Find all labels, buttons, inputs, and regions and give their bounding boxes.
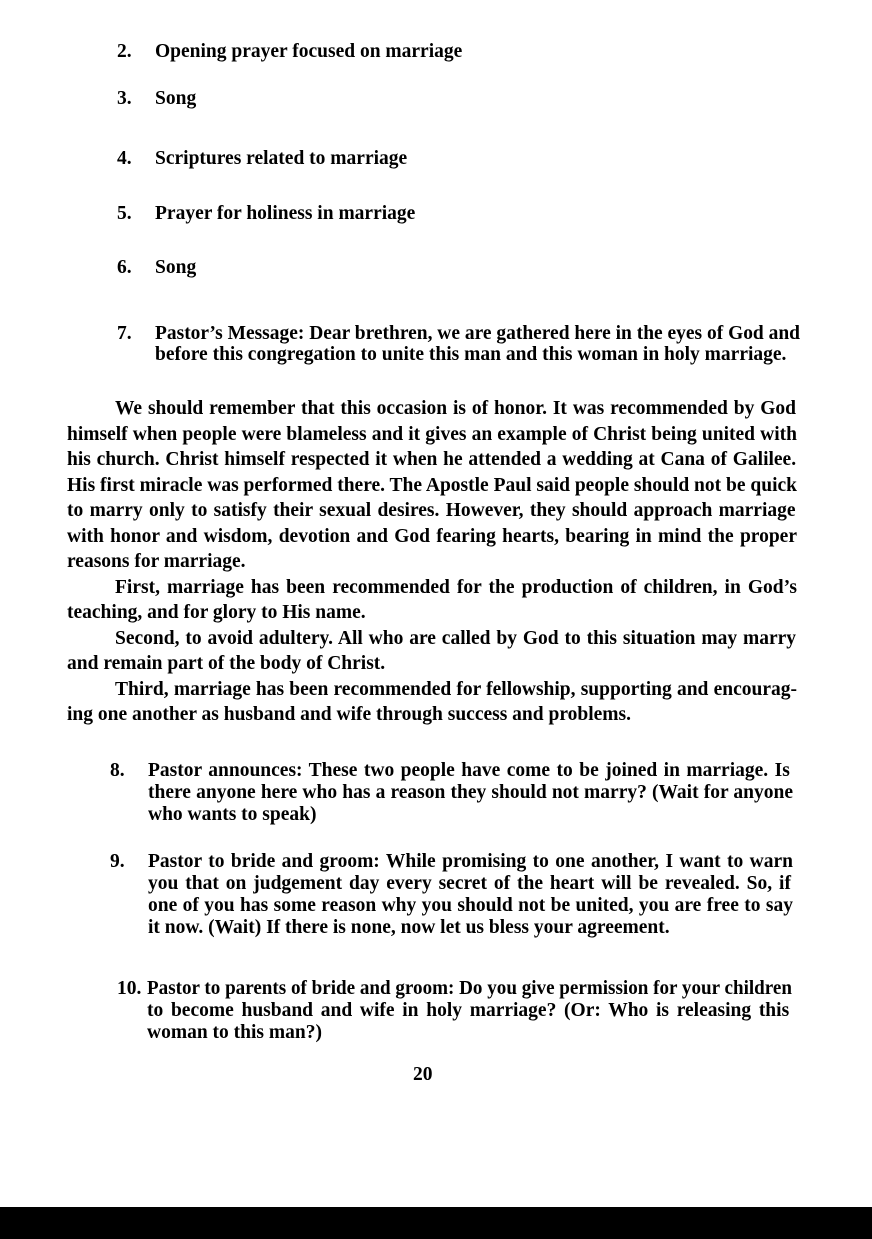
text-line-content: and remain part of the body of Christ. [67, 653, 386, 674]
text-line-content: to marry only to satisfy their sexual desires. However, they should approach marriage [67, 500, 796, 521]
text-line [147, 978, 792, 1000]
text-line-content: it now. (Wait) If there is none, now let us bless your agreement. [148, 917, 670, 938]
item-text [147, 978, 792, 1044]
text-line-content: Pastor to bride and groom: While promising to one another, I want to warn [148, 851, 793, 872]
paragraph [67, 626, 797, 677]
text-line [148, 804, 793, 826]
text-line-content: woman to this man?) [147, 1022, 322, 1043]
text-line [67, 422, 797, 448]
text-line [148, 895, 793, 917]
text-line-content: before this congregation to unite this man and this woman in holy marriage. [155, 344, 787, 365]
item-text [155, 203, 800, 224]
text-line-content: one of you has some reason why you should not be united, you are free to say [148, 895, 793, 916]
text-line [67, 549, 797, 575]
list-item [117, 148, 800, 169]
text-line-content: We should remember that this occasion is of honor. It was recommended by God [115, 398, 796, 419]
text-line-content: Song [155, 88, 197, 109]
item-number: 4. [117, 148, 132, 169]
item-number: 3. [117, 88, 132, 109]
text-line-content: His first miracle was performed there. The Apostle Paul said people should not be quick [67, 474, 797, 496]
item-text [155, 148, 800, 169]
text-line-content: Pastor’s Message: Dear brethren, we are gathered here in the eyes of God and [155, 323, 800, 344]
text-line-content: Third, marriage has been recommended for fellowship, supporting and encourag- [115, 678, 797, 700]
item-number: 9. [110, 851, 125, 872]
text-line [148, 851, 793, 873]
text-line [67, 600, 797, 626]
text-line [155, 41, 800, 62]
text-line [147, 1022, 792, 1044]
text-line [148, 873, 793, 895]
text-line-content: First, marriage has been recommended for the production of children, in God’s [115, 576, 797, 598]
text-line [148, 760, 793, 782]
paragraph [67, 396, 797, 575]
text-line [155, 344, 800, 365]
text-line-content: who wants to speak) [148, 804, 317, 825]
text-line [148, 917, 793, 939]
scan-border [0, 1207, 872, 1239]
text-line-content: Second, to avoid adultery. All who are called by God to this situation may marry [115, 627, 796, 649]
list-item [117, 88, 800, 109]
text-line-content: with honor and wisdom, devotion and God fearing hearts, bearing in mind the proper [67, 525, 797, 547]
text-line-content: ing one another as husband and wife through success and problems. [67, 704, 632, 725]
text-line-content: Song [155, 257, 197, 278]
text-line [67, 626, 797, 652]
text-line-content: teaching, and for glory to His name. [67, 602, 366, 623]
text-line [155, 203, 800, 224]
text-line-content: Opening prayer focused on marriage [155, 41, 463, 62]
item-text [148, 760, 793, 826]
text-line [155, 323, 800, 344]
text-line-content: himself when people were blameless and it gives an example of Christ being united with [67, 423, 797, 445]
text-line [67, 498, 797, 524]
text-line [155, 257, 800, 278]
text-line-content: to become husband and wife in holy marriage? (Or: Who is releasing this [147, 1000, 790, 1021]
text-line-content: Scriptures related to marriage [155, 148, 408, 169]
item-text [155, 41, 800, 62]
list-item [117, 323, 800, 365]
text-line [67, 651, 797, 677]
list-item [117, 41, 800, 62]
text-line [67, 524, 797, 550]
list-item [117, 203, 800, 224]
paragraph [67, 677, 797, 728]
item-number: 8. [110, 760, 125, 781]
list-item [117, 978, 792, 1044]
item-text [155, 323, 800, 365]
paragraph [67, 575, 797, 626]
text-line [67, 447, 797, 473]
text-line [67, 473, 797, 499]
text-line-content: his church. Christ himself respected it when he attended a wedding at Cana of Galilee. [67, 449, 797, 470]
item-number: 5. [117, 203, 132, 224]
text-line [67, 575, 797, 601]
list-item [117, 257, 800, 278]
text-line [67, 702, 797, 728]
list-item [110, 851, 793, 939]
item-number: 2. [117, 41, 132, 62]
text-line-content: you that on judgement day every secret of the heart will be revealed. So, if [148, 873, 791, 894]
item-number: 7. [117, 323, 132, 344]
item-number: 10. [117, 978, 142, 999]
item-text [148, 851, 793, 939]
item-text [155, 88, 800, 109]
text-line [147, 1000, 792, 1022]
text-line [148, 782, 793, 804]
list-item [110, 760, 793, 826]
text-line-content: Pastor announces: These two people have come to be joined in marriage. Is [148, 760, 790, 781]
item-text [155, 257, 800, 278]
text-line-content: reasons for marriage. [67, 551, 246, 572]
body-text [67, 396, 797, 728]
text-line-content: Prayer for holiness in marriage [155, 203, 416, 224]
item-number: 6. [117, 257, 132, 278]
text-line [67, 396, 797, 422]
text-line [67, 677, 797, 703]
text-line [155, 88, 800, 109]
text-line [155, 148, 800, 169]
text-line-content: Pastor to parents of bride and groom: Do you give permission for your children [147, 978, 792, 999]
page-number: 20 [413, 1064, 433, 1085]
text-line-content: there anyone here who has a reason they should not marry? (Wait for anyone [148, 782, 793, 803]
